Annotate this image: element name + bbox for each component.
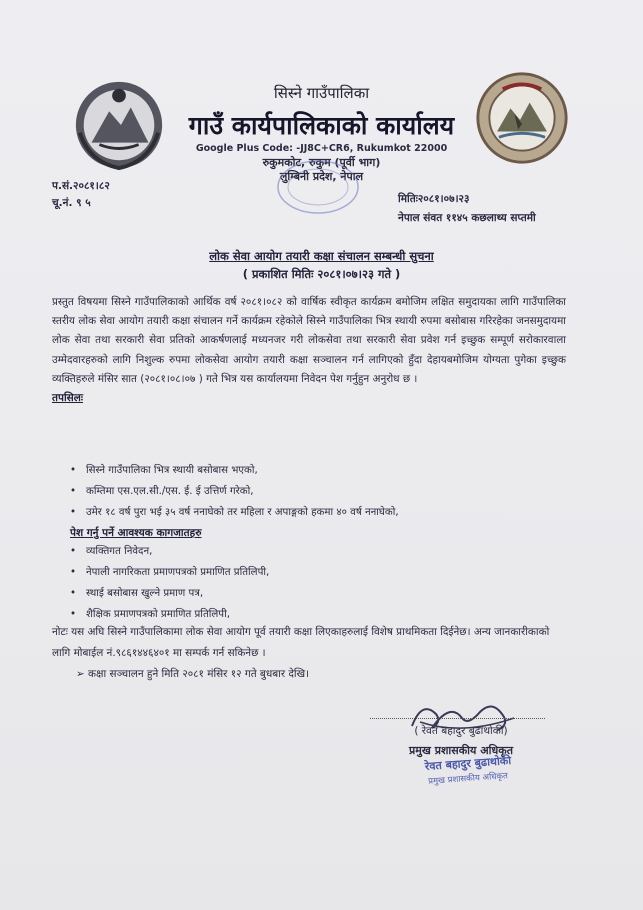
signature-line (370, 718, 545, 719)
note-block (52, 622, 566, 685)
arrow-icon: ➢ (76, 668, 89, 680)
body-paragraph: प्रस्तुत विषयमा सिस्ने गाउँपालिकाको आर्थिक वर्ष २०८१।०८२ को वार्षिक स्वीकृत कार्यक्रम बमोजिम लक्षित समुदायका लागि गाउँपालिका स्तरीय लोक सेवा आयोग तयारी कक्षा संचालन गर्ने कार्यक्रम रहेकोले सिस्ने गाउँपालिका भित्र स्थायी रुपमा बसोबास गरिरहेका जनसमुदायमा लोक सेवा तथा सरकारी सेवा प्रतिको आकर्षणलाई मध्यनजर गरी लोकसेवा तथा सरकारी सेवा प्रवेश गर्न इच्छुक सम्पूर्ण सरोकारवाला उम्मेदवारहरुको लागि निशुल्क रुपमा लोकसेवा आयोग तयारी कक्षा सञ्चालन गर्न लागिएको हुँदा देहायबमोजिम योग्यता पुगेका इच्छुक व्यक्तिहरुले मंसिर सात (२०८१।०८।०७ ) गते भित्र यस कार्यालयमा निवेदन पेश गर्नुहुन अनुरोध छ । (52, 296, 566, 385)
list-item: • उमेर १८ वर्ष पुरा भई ३५ वर्ष ननाघेको तर महिला र अपाङ्गको हकमा ४० वर्ष ननाघेको, (70, 507, 399, 518)
notice-body (52, 293, 566, 408)
notice-title: लोक सेवा आयोग तयारी कक्षा संचालन सम्बन्धी सुचना (209, 249, 434, 263)
date-nepal-sambat: नेपाल संवत ११४५ कछलाथ्य सप्तमी (398, 212, 536, 224)
list-item: • कम्तिमा एस.एल.सी./एस. ई. ई उत्तिर्ण गरेको, (70, 486, 254, 497)
documents-list (70, 541, 550, 625)
notice-title-block (0, 247, 643, 283)
municipality-name: सिस्ने गाउँपालिका (273, 84, 370, 102)
date-block (398, 190, 536, 228)
conditions-list (70, 460, 550, 544)
address-line-1: रुकुमकोट, रुकुम (पूर्वी भाग) (262, 156, 381, 169)
plus-code: Google Plus Code: -JJ8C+CR6, Rukumkot 22000 (195, 143, 448, 154)
conditions-heading: तपसिलः (52, 392, 84, 405)
list-item: • व्यक्तिगत निवेदन, (70, 546, 153, 557)
documents-heading: पेश गर्नु पर्ने आवश्यक कागजातहरु (70, 527, 202, 539)
dispatch-number: चू.नं. ९ ५ (52, 197, 91, 209)
list-item: • शैक्षिक प्रमाणपत्रको प्रमाणित प्रतिलिपी, (70, 609, 230, 620)
office-name: गाउँ कार्यपालिकाको कार्यालय (188, 111, 455, 140)
list-item: • सिस्ने गाउँपालिका भित्र स्थायी बसोबास भएको, (70, 465, 258, 476)
letter-number: प.सं.२०८१।८२ (52, 180, 110, 192)
class-start-line: ➢ कक्षा सञ्चालन हुने मिति २०८१ मंसिर १२ गते बुधबार देखि। (76, 668, 310, 680)
list-item: • नेपाली नागरिकता प्रमाणपत्रको प्रमाणित प्रतिलिपी, (70, 567, 270, 578)
address-line-2: लुम्बिनी प्रदेश, नेपाल (279, 170, 364, 183)
office-stamp-icon (275, 158, 361, 216)
signatory-post: प्रमुख प्रशासकीय अधिकृत (409, 744, 513, 757)
signatory-name: ( रेवत बहादुर बुढाथोकी) (414, 725, 508, 737)
post-stamp: प्रमुख प्रशासकीय अधिकृत (427, 771, 509, 787)
published-date: ( प्रकाशित मितिः २०८१।०७।२३ गते ) (242, 267, 401, 281)
name-stamp: रेवत बहादुर बुढाथोकी (424, 754, 512, 773)
list-item: • स्थाई बसोबास खुल्ने प्रमाण पत्र, (70, 588, 204, 599)
note-text: नोटः यस अघि सिस्ने गाउँपालिकामा लोक सेवा आयोग पूर्व तयारी कक्षा लिएकाहरुलाई विशेष प्राथमिकता दिईनेछ। अन्य जानकारीकाको लागि मोबाईल नं.९८६१४४६४०१ मा सम्पर्क गर्न सकिनेछ । (52, 626, 550, 659)
reference-block (52, 178, 110, 212)
date-bs: मितिः२०८१।०७।२३ (398, 193, 470, 205)
